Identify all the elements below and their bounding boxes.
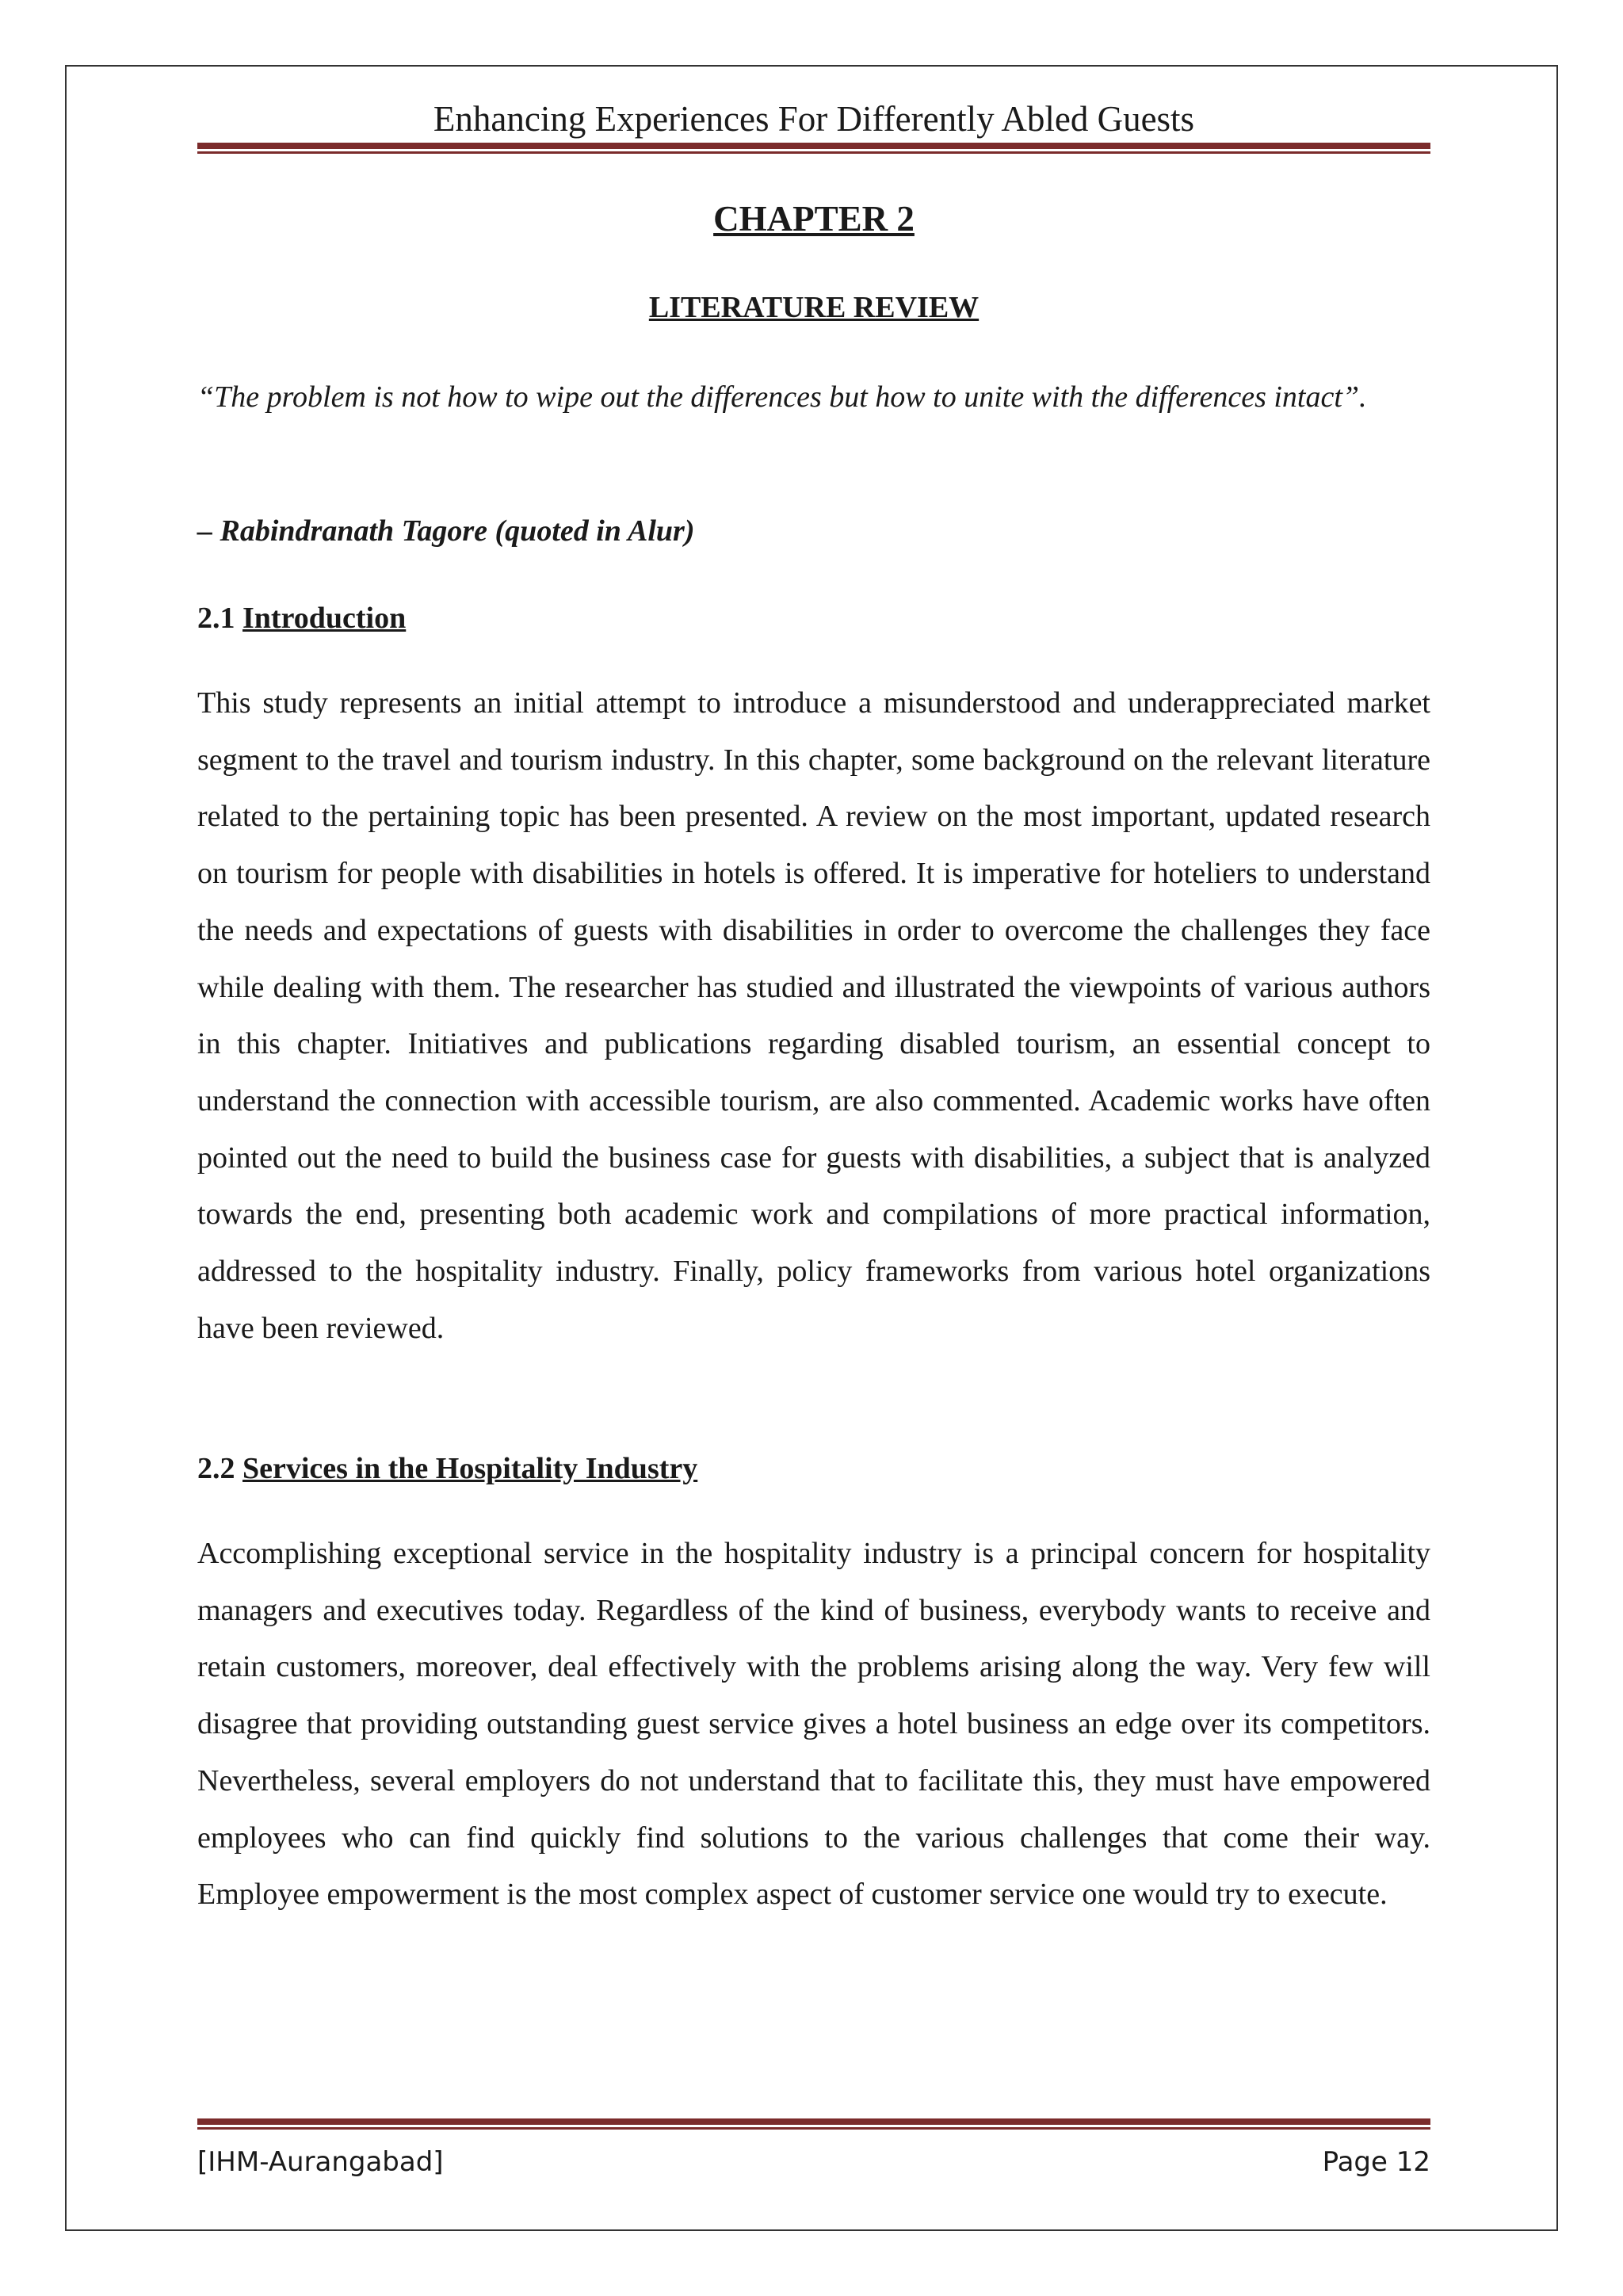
epigraph-quote: “The problem is not how to wipe out the differences but how to unite with the differences intact”. <box>197 380 1367 414</box>
running-header: Enhancing Experiences For Differently Abled Guests <box>433 99 1195 139</box>
section-title: Services in the Hospitality Industry <box>242 1452 698 1485</box>
section-body-services: Accomplishing exceptional service in the hospitality industry is a principal concern for hospitality managers and executives today. Regardless of the kind of business, everybody wants to receive and retain customers, moreover, deal effectively with the problems arising along the way. Very few will disagree that providing outstanding guest service gives a hotel business an edge over its competitors. Nevertheless, several employers do not understand that to facilitate this, they must have empowered employees who can find quickly find solutions to the various challenges that come their way. Employee empowerment is the most complex aspect of customer service one would try to execute. <box>197 1537 1430 1912</box>
footer-institution: [IHM-Aurangabad] <box>197 2146 444 2178</box>
header-rule <box>197 143 1430 154</box>
section-title: Introduction <box>242 602 407 635</box>
section-body-introduction: This study represents an initial attempt to introduce a misunderstood and underappreciated market segment to the travel and tourism industry. In this chapter, some background on the relevant literature related to the pertaining topic has been presented. A review on the most important, updated research on tourism for people with disabilities in hotels is offered. It is imperative for hoteliers to understand the needs and expectations of guests with disabilities in order to overcome the challenges they face while dealing with them. The researcher has studied and illustrated the viewpoints of various authors in this chapter. Initiatives and publications regarding disabled tourism, an essential concept to understand the connection with accessible tourism, are also commented. Academic works have often pointed out the need to build the business case for guests with disabilities, a subject that is analyzed towards the end, presenting both academic work and compilations of more practical information, addressed to the hospitality industry. Finally, policy frameworks from various hotel organizations have been reviewed. <box>197 686 1430 1345</box>
section-number: 2.2 <box>197 1452 235 1485</box>
section-heading-services <box>197 1445 1430 1492</box>
section-heading-introduction <box>197 594 1430 642</box>
footer-page-number: Page 12 <box>1322 2146 1430 2178</box>
section-number: 2.1 <box>197 602 235 635</box>
footer-rule <box>197 2118 1430 2130</box>
epigraph-attribution: – Rabindranath Tagore (quoted in Alur) <box>197 514 695 548</box>
chapter-title: CHAPTER 2 <box>713 199 915 239</box>
chapter-subtitle: LITERATURE REVIEW <box>648 291 980 324</box>
